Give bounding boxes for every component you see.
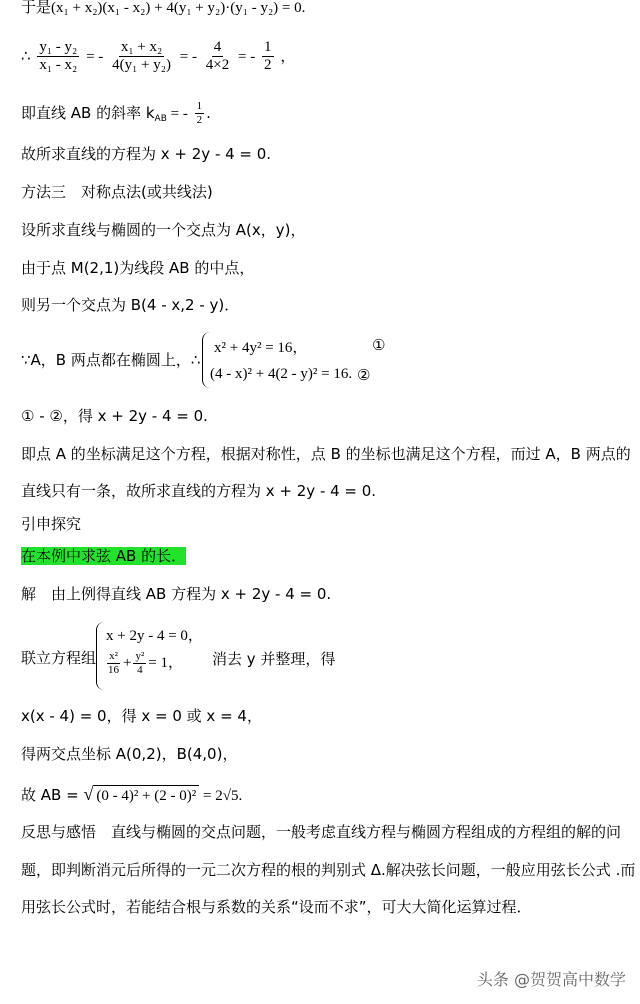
- reflection-paragraph-line: 题，即判断消元后所得的一元二次方程的根的判别式 Δ.解决弦长问题，一般应用弦长公式 .而: [21, 861, 636, 879]
- text: 即直线 AB 的斜率 k: [21, 104, 155, 122]
- denominator: 4×2: [205, 57, 230, 73]
- fraction: [37, 39, 79, 74]
- result: = 2√5.: [199, 788, 243, 804]
- text: 于是: [21, 0, 52, 16]
- system-row: x + 2y - 4 = 0，: [106, 628, 203, 644]
- line-equation-result: 故所求直线的方程为 x + 2y - 4 = 0.: [21, 145, 272, 163]
- fraction: [262, 39, 274, 74]
- system-row: x² + 4y² = 16，: [214, 340, 308, 356]
- fraction: [204, 39, 231, 74]
- text-line: ① - ②，得 x + 2y - 4 = 0.: [21, 407, 208, 425]
- method-three-heading: 方法三 对称点法(或共线法): [21, 183, 213, 201]
- operator: = -: [238, 49, 256, 65]
- operator: +: [123, 654, 132, 671]
- chord-length-line: [21, 784, 242, 806]
- denominator: x₁ - x₂: [39, 57, 78, 73]
- numerator: x²: [109, 650, 118, 662]
- extension-question: [21, 546, 186, 566]
- numerator: x₁ + x₂: [120, 39, 163, 55]
- operator: = -: [86, 49, 104, 65]
- solution-line: 解 由上例得直线 AB 方程为 x + 2y - 4 = 0.: [21, 585, 332, 603]
- slope-fraction-line: [21, 36, 295, 77]
- fraction: [195, 100, 205, 127]
- numerator: y₁ - y₂: [39, 39, 78, 55]
- fraction: [106, 650, 121, 677]
- reflection-paragraph-line: 反思与感悟 直线与椭圆的交点问题，一般考虑直线方程与椭圆方程组成的方程组的解的问: [21, 823, 622, 841]
- fraction: [133, 650, 146, 677]
- numerator: 1: [196, 100, 203, 112]
- punctuation: .: [206, 104, 211, 122]
- radicand: (0 - 4)² + (2 - 0)²: [93, 785, 199, 806]
- text-line: x(x - 4) = 0，得 x = 0 或 x = 4，: [21, 707, 262, 725]
- denominator: 2: [196, 114, 203, 126]
- equation: (x₁ + x₂)(x₁ - x₂) + 4(y₁ + y₂)·(y₁ - y₂) = 0.: [51, 0, 306, 16]
- subscript: AB: [154, 114, 167, 124]
- text-line: 联立方程组: [21, 649, 97, 667]
- fraction: [110, 39, 173, 74]
- extension-heading: 引申探究: [21, 515, 82, 533]
- text-line: 由于点 M(2,1)为线段 AB 的中点，: [21, 259, 255, 277]
- system-row: [104, 650, 183, 677]
- sqrt-icon: √: [83, 784, 94, 804]
- text-line: 直线只有一条，故所求直线的方程为 x + 2y - 4 = 0.: [21, 482, 377, 500]
- watermark: 头条 @贺贺高中数学: [476, 970, 626, 989]
- numerator: y²: [135, 650, 145, 662]
- punctuation: ，: [280, 47, 296, 65]
- text-line: 设所求直线与椭圆的一个交点为 A(x，y)，: [21, 221, 306, 239]
- denominator: 2: [264, 57, 272, 73]
- denominator: 4: [137, 664, 143, 676]
- reflection-paragraph-line: 用弦长公式时，若能结合根与系数的关系“设而不求”，可大大简化运算过程．: [21, 898, 532, 916]
- numerator: 4: [213, 39, 222, 55]
- numerator: 1: [264, 39, 272, 55]
- circled-two-marker: ②: [357, 366, 371, 384]
- operator: = 1，: [148, 654, 183, 671]
- system-row: (4 - x)² + 4(2 - y)² = 16.: [210, 366, 353, 382]
- operator: = -: [166, 106, 188, 122]
- text-line: ∵A，B 两点都在椭圆上，∴: [21, 351, 201, 369]
- therefore-symbol: ∴: [21, 47, 31, 65]
- denominator: 16: [108, 664, 119, 676]
- slope-line: [21, 98, 211, 134]
- derivation-line: [21, 0, 305, 18]
- text-line: 得两交点坐标 A(0,2)，B(4,0)，: [21, 745, 238, 763]
- highlighted-text: 在本例中求弦 AB 的长．: [21, 547, 187, 565]
- text: 故 AB =: [21, 786, 84, 804]
- circled-one-marker: ①: [372, 336, 386, 354]
- operator: = -: [179, 49, 197, 65]
- denominator: 4(y₁ + y₂): [112, 57, 171, 73]
- text-line: 即点 A 的坐标满足这个方程，根据对称性，点 B 的坐标也满足这个方程，而过 A，B 两点的: [21, 445, 631, 463]
- text-line: 则另一个交点为 B(4 - x,2 - y)．: [21, 296, 240, 314]
- text-line: 消去 y 并整理，得: [212, 650, 336, 668]
